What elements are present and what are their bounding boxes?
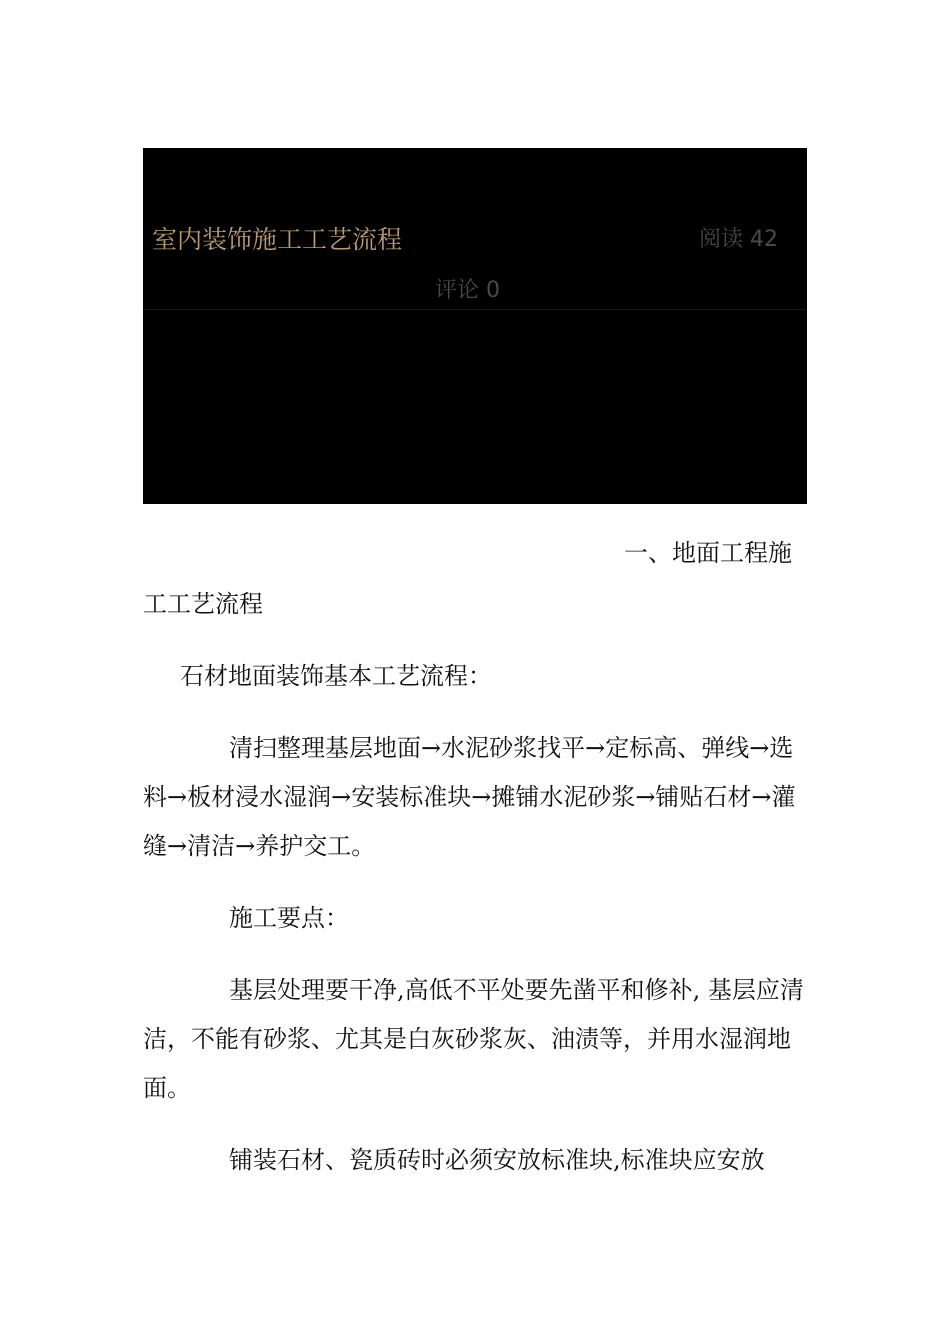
article-banner — [143, 148, 807, 504]
stone-floor-process-title: 石材地面装饰基本工艺流程： — [180, 662, 492, 690]
stone-floor-process-steps: 清扫整理基层地面→水泥砂浆找平→定标高、弹线→选料→板材浸水湿润→安装标准块→摊铺水泥砂浆→铺贴石材→灌缝→清洁→养护交工。 — [143, 734, 796, 860]
point-base-treatment: 基层处理要干净,高低不平处要先凿平和修补, 基层应清洁，不能有砂浆、尤其是白灰砂浆灰、油渍等，并用水湿润地面。 — [143, 976, 804, 1102]
banner-divider — [143, 309, 807, 310]
section-heading: 一、地面工程施 — [624, 539, 792, 567]
article-title: 室内装饰施工工艺流程 — [152, 225, 403, 254]
comment-count[interactable]: 评论 0 — [435, 278, 500, 303]
point-standard-block: 铺装石材、瓷质砖时必须安放标准块,标准块应安放 — [229, 1146, 765, 1174]
construction-points-title: 施工要点： — [229, 904, 349, 932]
read-count: 阅读 42 — [699, 227, 778, 252]
section-heading-continued: 工工艺流程 — [143, 590, 263, 618]
